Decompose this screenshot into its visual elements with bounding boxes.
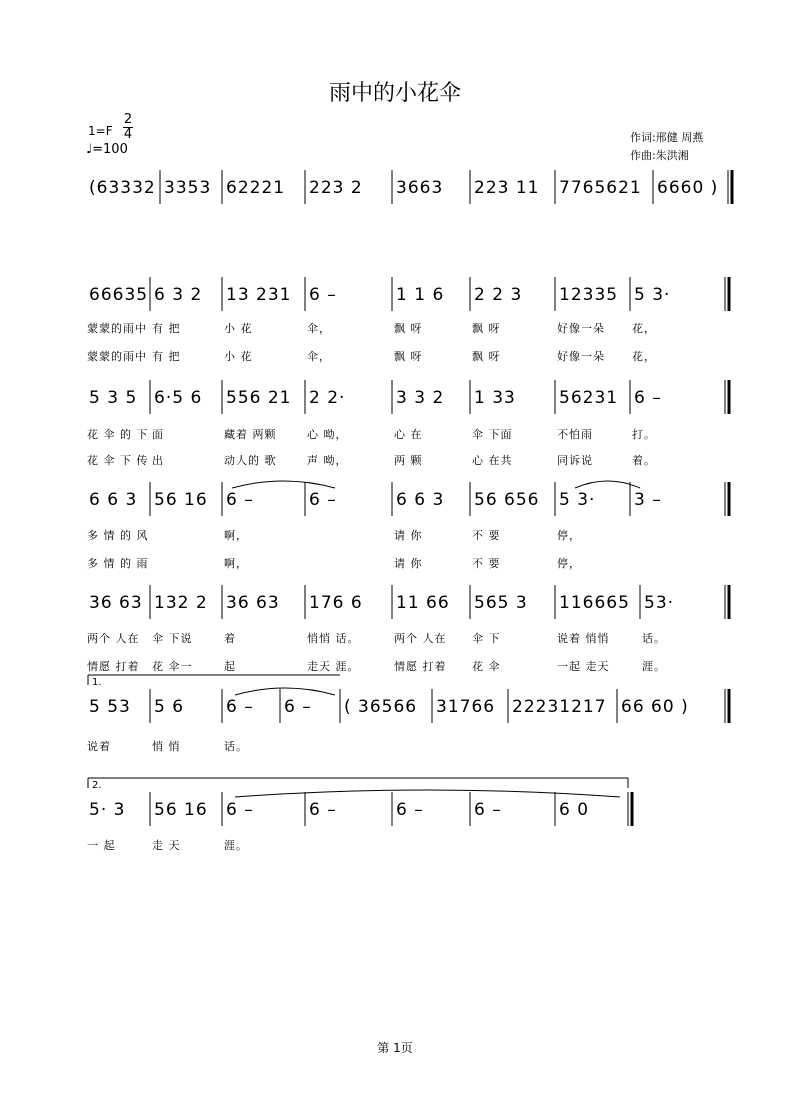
lyric-syllables: 心 呦，	[307, 428, 348, 441]
measure-notes: 6 3 2	[154, 285, 203, 305]
measure-notes: 116665	[559, 593, 630, 613]
quarter-note-icon: ♩	[86, 142, 93, 157]
lyric-syllables: 出	[152, 454, 164, 467]
lyric-syllables: 好像一朵	[557, 322, 605, 335]
measure-notes: 6 –	[309, 490, 337, 510]
lyric-syllables: 不 要	[472, 529, 501, 542]
lyric-syllables: 伞 下	[472, 632, 501, 645]
measure-notes: 6 0	[559, 800, 590, 820]
lyric-syllables: 说着 悄悄	[557, 632, 610, 645]
measure-notes: 5 3 5	[89, 388, 138, 408]
measure-notes: 11 66	[396, 593, 450, 613]
measure-notes: 6 6 3	[396, 490, 445, 510]
measure-notes: 6 –	[284, 697, 312, 717]
lyric-syllables: 两个 人在	[394, 632, 447, 645]
measure-notes: 3353	[164, 178, 212, 198]
volta-label: 1.	[92, 677, 102, 688]
lyric-syllables: 涯。	[642, 660, 666, 673]
lyric-syllables: 请 你	[394, 529, 423, 542]
tie-arc	[235, 790, 620, 797]
measure-notes: 36 63	[89, 593, 143, 613]
measure-notes: 6 –	[396, 800, 424, 820]
lyric-syllables: 蒙蒙的雨中	[87, 322, 147, 335]
lyric-syllables: 伞 下面	[472, 428, 513, 441]
time-sig-denominator: 4	[123, 127, 133, 142]
measure-notes: 6 –	[226, 800, 254, 820]
measure-notes: 56 656	[474, 490, 540, 510]
measure-notes: 5 3·	[559, 490, 596, 510]
measure-notes: (63332	[89, 178, 156, 198]
measure-notes: 132 2	[154, 593, 208, 613]
lyric-syllables: 多 情 的 风	[87, 529, 149, 542]
lyric-syllables: 花，	[632, 322, 656, 335]
lyric-syllables: 停，	[557, 529, 581, 542]
lyric-syllables: 有 把	[152, 350, 181, 363]
lyric-syllables: 情愿 打着	[87, 660, 140, 673]
lyric-syllables: 不 要	[472, 557, 501, 570]
lyric-syllables: 小 花	[224, 322, 253, 335]
lyric-syllables: 请 你	[394, 557, 423, 570]
measure-notes: 66635	[89, 285, 149, 305]
measure-notes: 6 –	[634, 388, 662, 408]
tempo-value: =100	[92, 142, 128, 157]
lyric-syllables: 同诉说	[557, 454, 593, 467]
lyric-syllables: 花 伞 的 下	[87, 428, 149, 441]
measure-notes: 62221	[226, 178, 286, 198]
lyric-syllables: 面	[152, 428, 164, 441]
lyric-syllables: 悄 悄	[152, 740, 181, 753]
tie-arc	[235, 688, 335, 695]
lyric-syllables: 打。	[632, 428, 656, 441]
measure-notes: 6 –	[226, 490, 254, 510]
lyric-syllables: 花 伞	[472, 660, 501, 673]
lyric-syllables: 一 起	[87, 839, 116, 852]
measure-notes: 53·	[644, 593, 675, 613]
lyric-syllables: 心 在共	[472, 454, 513, 467]
lyric-syllables: 飘 呀	[394, 322, 423, 335]
tie-arc	[232, 481, 335, 488]
lyric-syllables: 心 在	[394, 428, 423, 441]
lyric-syllables: 起	[224, 660, 236, 673]
measure-notes: 6660 )	[657, 178, 719, 198]
lyric-syllables: 伞，	[307, 322, 331, 335]
measure-notes: 5 53	[89, 697, 131, 717]
lyric-syllables: 啊，	[224, 529, 248, 542]
lyric-syllables: 伞，	[307, 350, 331, 363]
measure-notes: 5 3·	[634, 285, 671, 305]
composer-credit: 作曲:朱洪湘	[630, 149, 689, 162]
lyric-syllables: 花，	[632, 350, 656, 363]
lyric-syllables: 情愿 打着	[394, 660, 447, 673]
lyric-syllables: 不怕雨	[557, 428, 593, 441]
lyric-syllables: 飘 呀	[472, 350, 501, 363]
lyric-syllables: 藏着 两颗	[224, 428, 277, 441]
measure-notes: ( 36566	[344, 697, 418, 717]
song-title: 雨中的小花伞	[328, 81, 461, 106]
volta-label: 2.	[92, 780, 102, 791]
lyric-syllables: 花 伞 下 传	[87, 454, 149, 467]
lyric-syllables: 话。	[642, 632, 666, 645]
lyric-syllables: 一起 走天	[557, 660, 610, 673]
measure-notes: 6 –	[309, 285, 337, 305]
measure-notes: 7765621	[559, 178, 642, 198]
lyric-syllables: 话。	[224, 740, 248, 753]
lyric-syllables: 涯。	[224, 839, 248, 852]
measure-notes: 12335	[559, 285, 619, 305]
lyric-syllables: 花 伞一	[152, 660, 193, 673]
measure-notes: 1 33	[474, 388, 516, 408]
lyric-syllables: 飘 呀	[394, 350, 423, 363]
lyric-syllables: 走 天	[152, 839, 181, 852]
lyric-syllables: 多 情 的 雨	[87, 557, 149, 570]
measure-notes: 56 16	[154, 490, 208, 510]
measure-notes: 176 6	[309, 593, 363, 613]
lyric-syllables: 小 花	[224, 350, 253, 363]
lyric-syllables: 走天 涯。	[307, 660, 360, 673]
measure-notes: 6 –	[309, 800, 337, 820]
measure-notes: 56 16	[154, 800, 208, 820]
measure-notes: 3663	[396, 178, 444, 198]
measure-notes: 565 3	[474, 593, 528, 613]
measure-notes: 5· 3	[89, 800, 126, 820]
measure-notes: 6 6 3	[89, 490, 138, 510]
measure-notes: 3 –	[634, 490, 662, 510]
lyric-syllables: 着。	[632, 454, 656, 467]
lyric-syllables: 着	[224, 632, 236, 645]
lyric-syllables: 好像一朵	[557, 350, 605, 363]
measure-notes: 56231	[559, 388, 619, 408]
measure-notes: 3 3 2	[396, 388, 445, 408]
lyric-syllables: 停，	[557, 557, 581, 570]
measure-notes: 223 2	[309, 178, 363, 198]
measure-notes: 31766	[436, 697, 496, 717]
measure-notes: 223 11	[474, 178, 540, 198]
time-sig-numerator: 2	[123, 112, 133, 127]
page-number: 第 1页	[377, 1041, 413, 1055]
lyric-syllables: 悄悄 话。	[307, 632, 360, 645]
measure-notes: 2 2·	[309, 388, 346, 408]
measure-notes: 5 6	[154, 697, 185, 717]
measure-notes: 6·5 6	[154, 388, 203, 408]
measure-notes: 2 2 3	[474, 285, 523, 305]
lyric-syllables: 两个 人在	[87, 632, 140, 645]
lyric-syllables: 说着	[87, 740, 111, 753]
measure-notes: 1 1 6	[396, 285, 445, 305]
lyric-syllables: 飘 呀	[472, 322, 501, 335]
lyric-syllables: 动人的 歌	[224, 454, 277, 467]
measure-notes: 6 –	[226, 697, 254, 717]
measure-notes: 36 63	[226, 593, 280, 613]
measure-notes: 556 21	[226, 388, 292, 408]
lyricist-credit: 作词:邢健 周燕	[630, 131, 704, 144]
lyric-syllables: 啊，	[224, 557, 248, 570]
measure-notes: 13 231	[226, 285, 292, 305]
measure-notes: 66 60 )	[621, 697, 689, 717]
lyric-syllables: 伞 下说	[152, 632, 193, 645]
lyric-syllables: 声 呦，	[307, 454, 348, 467]
key-signature: 1=F	[88, 124, 113, 138]
lyric-syllables: 有 把	[152, 322, 181, 335]
lyric-syllables: 蒙蒙的雨中	[87, 350, 147, 363]
lyric-syllables: 两 颗	[394, 454, 423, 467]
measure-notes: 22231217	[512, 697, 607, 717]
measure-notes: 6 –	[474, 800, 502, 820]
